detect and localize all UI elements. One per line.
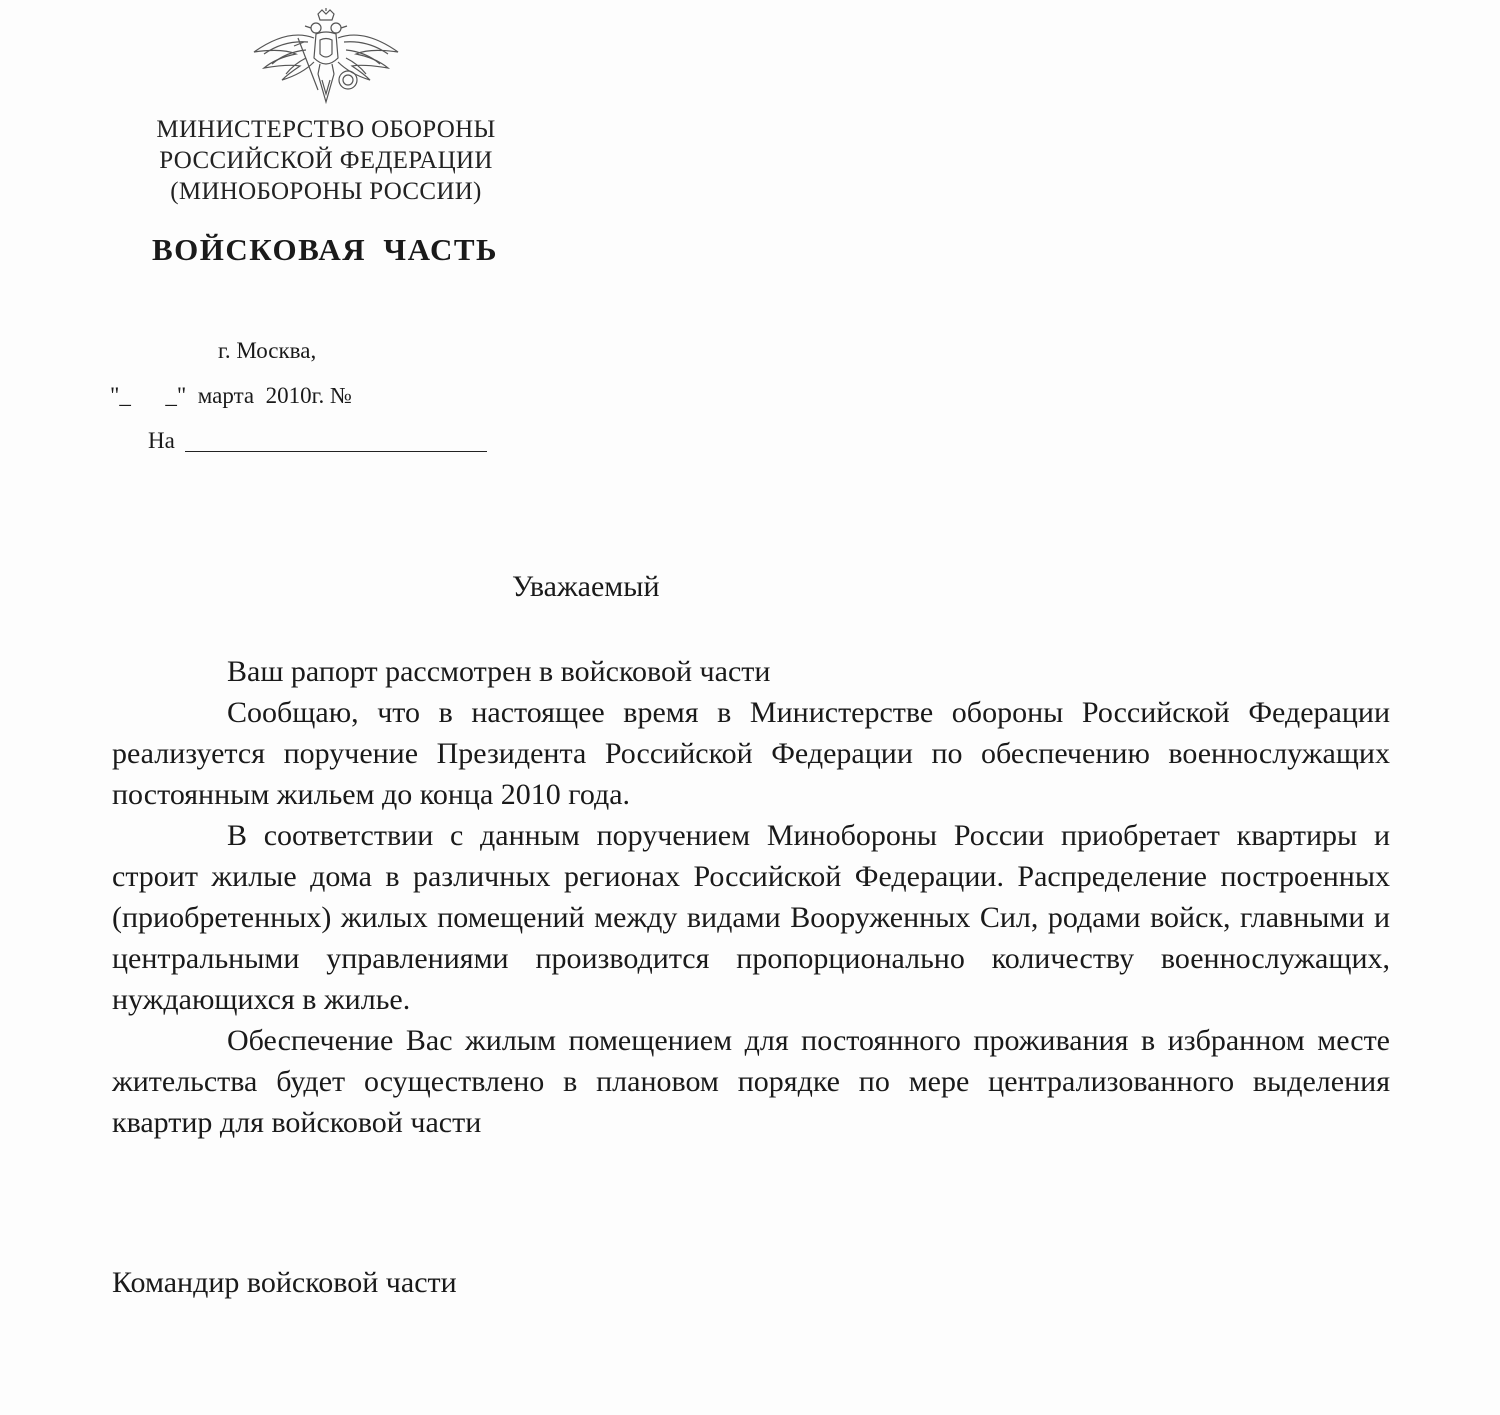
paragraph-3: В соответствии с данным поручением Минобороны России приобретает квартиры и строит жилые дома в различных регионах Российской Федерации. Распределение построенных (приобретенных) жилых помещений между видами Вооруженных Сил, родами войск, главными и центральными управлениями производится пропорционально количеству военнослужащих, нуждающихся в жилье.: [112, 819, 1390, 1016]
paragraph-2: Сообщаю, что в настоящее время в Министерстве обороны Российской Федерации реализуется поручение Президента Российской Федерации по обеспечению военнослужащих постоянным жильем до конца 2010 года.: [112, 696, 1390, 811]
letter-body: [112, 651, 1390, 1143]
double-headed-eagle-emblem: [248, 8, 400, 104]
military-unit-title: ВОЙСКОВАЯ ЧАСТЬ: [152, 232, 499, 267]
paragraph-1: Ваш рапорт рассмотрен в войсковой части: [227, 655, 771, 688]
date-number-line: "_ _" марта 2010г. №: [110, 383, 352, 408]
signature-line: Командир войсковой части: [112, 1266, 457, 1299]
salutation: Уважаемый: [512, 570, 660, 603]
reference-line: [148, 428, 487, 454]
city-line: г. Москва,: [218, 338, 317, 363]
reference-blank-underline: [185, 451, 487, 452]
paragraph-4: Обеспечение Вас жилым помещением для постоянного проживания в избранном месте жительства будет осуществлено в плановом порядке по мере централизованного выделения квартир для войсковой части: [112, 1024, 1390, 1139]
reference-label: На: [148, 428, 175, 453]
ministry-line-2: РОССИЙСКОЙ ФЕДЕРАЦИИ: [159, 147, 493, 174]
ministry-name-block: [120, 114, 532, 207]
ministry-line-1: МИНИСТЕРСТВО ОБОРОНЫ: [156, 116, 496, 143]
ministry-line-3: (МИНОБОРОНЫ РОССИИ): [170, 178, 482, 205]
